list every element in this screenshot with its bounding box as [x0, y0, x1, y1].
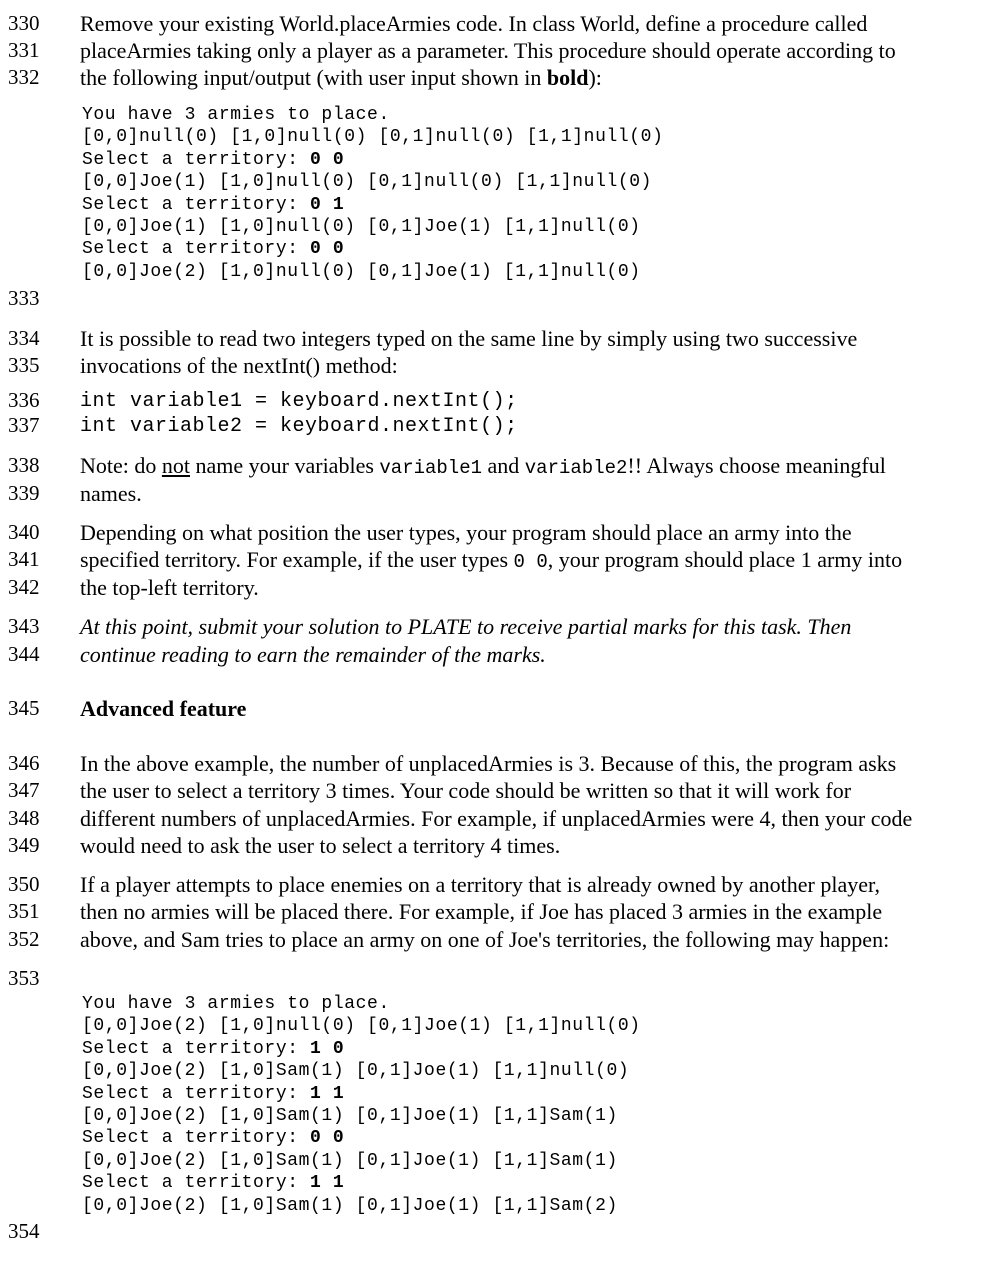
console-output-text: [0,0]Joe(1) [1,0]null(0) [0,1]Joe(1) [1,1]null(0) [82, 216, 641, 237]
code-snippet-line-1: int variable1 = keyboard.nextInt(); [80, 390, 518, 413]
line-number: 352 [8, 927, 40, 951]
intro-line-3: the following input/output (with user input shown in bold): [80, 65, 602, 90]
console-line [82, 1105, 641, 1127]
submit-line-2: continue reading to earn the remainder of the marks. [80, 642, 546, 667]
line-number: 348 [8, 806, 40, 830]
console-example-2 [82, 993, 641, 1217]
unplaced-line-2: the user to select a territory 3 times. Your code should be written so that it will work for [80, 778, 852, 803]
submit-line-1: At this point, submit your solution to PLATE to receive partial marks for this task. Then [80, 614, 852, 639]
console-output-text: Select a territory: [82, 1128, 311, 1149]
console-output-text: [0,0]Joe(2) [1,0]Sam(1) [0,1]Joe(1) [1,1]Sam(1) [82, 1150, 618, 1171]
position-line-3: the top-left territory. [80, 575, 259, 600]
user-input-text: 1 0 [310, 1038, 345, 1059]
line-number: 331 [8, 38, 40, 62]
inline-code: 0 0 [513, 551, 548, 573]
console-output-text: [0,0]null(0) [1,0]null(0) [0,1]null(0) [1,1]null(0) [82, 127, 664, 148]
note-line-1: Note: do not name your variables variable1 and variable2!! Always choose meaningful [80, 453, 886, 479]
line-number: 344 [8, 642, 40, 666]
nextint-line-2: invocations of the nextInt() method: [80, 353, 398, 378]
console-line [82, 194, 664, 216]
console-line [82, 1083, 641, 1105]
console-line [82, 1127, 641, 1149]
position-line-2: specified territory. For example, if the user types 0 0, your program should place 1 army into [80, 547, 903, 573]
line-number: 347 [8, 778, 40, 802]
line-number: 350 [8, 872, 40, 896]
console-output-text: Select a territory: [82, 239, 311, 260]
user-input-text: 1 1 [310, 1173, 345, 1194]
line-number: 342 [8, 575, 40, 599]
user-input-text: 0 0 [310, 1128, 345, 1149]
console-output-text: [0,0]Joe(2) [1,0]Sam(1) [0,1]Joe(1) [1,1]Sam(2) [82, 1195, 618, 1216]
console-line [82, 1172, 641, 1194]
nextint-line-1: It is possible to read two integers typed on the same line by simply using two successive [80, 326, 858, 351]
intro-line-1: Remove your existing World.placeArmies code. In class World, define a procedure called [80, 11, 868, 36]
enemies-line-1: If a player attempts to place enemies on a territory that is already owned by another player, [80, 872, 880, 897]
enemies-line-3: above, and Sam tries to place an army on one of Joe's territories, the following may happen: [80, 927, 890, 952]
console-output-text: Select a territory: [82, 149, 311, 170]
user-input-text: 0 1 [310, 194, 345, 215]
note-line-2: names. [80, 481, 142, 506]
user-input-text: 0 0 [310, 149, 345, 170]
console-line [82, 1060, 641, 1082]
unplaced-line-3: different numbers of unplacedArmies. For example, if unplacedArmies were 4, then your code [80, 806, 913, 831]
console-line [82, 1015, 641, 1037]
line-number: 354 [8, 1219, 40, 1243]
console-output-text: [0,0]Joe(2) [1,0]Sam(1) [0,1]Joe(1) [1,1]null(0) [82, 1061, 630, 1082]
underlined-not: not [161, 453, 191, 478]
console-line [82, 1150, 641, 1172]
line-number: 334 [8, 326, 40, 350]
line-number: 338 [8, 453, 40, 477]
intro-line-2: placeArmies taking only a player as a parameter. This procedure should operate according to [80, 38, 896, 63]
line-number: 351 [8, 899, 40, 923]
console-line [82, 993, 641, 1015]
line-number: 341 [8, 547, 40, 571]
console-output-text: You have 3 armies to place. [82, 994, 390, 1014]
line-number: 349 [8, 833, 40, 857]
code-snippet-line-2: int variable2 = keyboard.nextInt(); [80, 415, 518, 438]
line-number: 353 [8, 966, 40, 990]
line-number: 332 [8, 65, 40, 89]
console-line [82, 1038, 641, 1060]
line-number: 330 [8, 11, 40, 35]
console-output-text: [0,0]Joe(2) [1,0]null(0) [0,1]Joe(1) [1,1]null(0) [82, 1016, 641, 1037]
line-number: 333 [8, 286, 40, 310]
console-output-text: Select a territory: [82, 194, 311, 215]
line-number: 336 [8, 388, 40, 412]
inline-code: variable1 [379, 457, 483, 479]
console-line [82, 216, 664, 238]
console-output-text: Select a territory: [82, 1038, 311, 1059]
line-number: 340 [8, 520, 40, 544]
line-number: 337 [8, 413, 40, 437]
console-line [82, 126, 664, 148]
line-number: 339 [8, 481, 40, 505]
line-number: 335 [8, 353, 40, 377]
console-output-text: [0,0]Joe(1) [1,0]null(0) [0,1]null(0) [1,1]null(0) [82, 172, 653, 193]
position-line-1: Depending on what position the user types, your program should place an army into the [80, 520, 852, 545]
console-line [82, 261, 664, 283]
unplaced-line-1: In the above example, the number of unplacedArmies is 3. Because of this, the program asks [80, 751, 897, 776]
console-example-1 [82, 104, 664, 283]
console-output-text: You have 3 armies to place. [82, 105, 390, 125]
line-number: 345 [8, 696, 40, 720]
line-number: 346 [8, 751, 40, 775]
console-line [82, 238, 664, 260]
console-output-text: [0,0]Joe(2) [1,0]null(0) [0,1]Joe(1) [1,1]null(0) [82, 261, 641, 282]
console-line [82, 171, 664, 193]
console-output-text: Select a territory: [82, 1083, 311, 1104]
section-heading: Advanced feature [80, 696, 247, 721]
user-input-text: 1 1 [310, 1083, 345, 1104]
console-line [82, 149, 664, 171]
bold-word: bold [546, 65, 589, 90]
console-line [82, 104, 664, 126]
console-output-text: Select a territory: [82, 1173, 311, 1194]
inline-code: variable2 [524, 457, 628, 479]
console-line [82, 1195, 641, 1217]
user-input-text: 0 0 [310, 239, 345, 260]
line-number: 343 [8, 614, 40, 638]
console-output-text: [0,0]Joe(2) [1,0]Sam(1) [0,1]Joe(1) [1,1]Sam(1) [82, 1105, 618, 1126]
enemies-line-2: then no armies will be placed there. For example, if Joe has placed 3 armies in the example [80, 899, 883, 924]
unplaced-line-4: would need to ask the user to select a territory 4 times. [80, 833, 561, 858]
